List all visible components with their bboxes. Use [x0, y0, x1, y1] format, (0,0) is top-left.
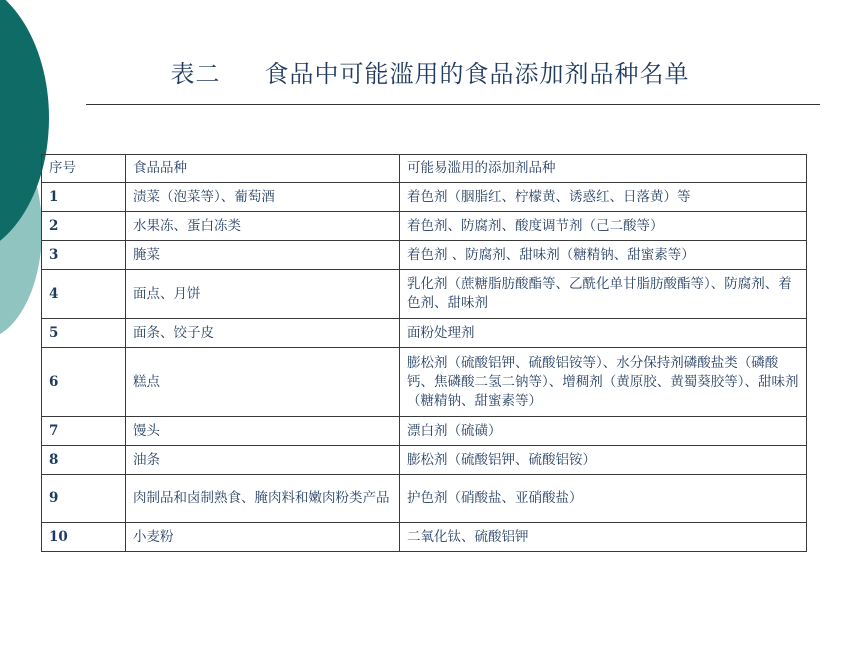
cell-food: 肉制品和卤制熟食、腌肉料和嫩肉粉类产品 [126, 475, 400, 523]
table-row [42, 475, 807, 523]
table-row [42, 417, 807, 446]
table-row [42, 319, 807, 348]
cell-food: 馒头 [126, 417, 400, 446]
cell-additive: 膨松剂（硫酸铝钾、硫酸铝铵等）、水分保持剂磷酸盐类（磷酸钙、焦磷酸二氢二钠等）、增稠剂（黄原胶、黄蜀葵胶等）、甜味剂（糖精钠、甜蜜素等） [400, 348, 807, 417]
cell-food: 腌菜 [126, 241, 400, 270]
cell-no: 7 [42, 417, 126, 446]
cell-food: 油条 [126, 446, 400, 475]
page-title [0, 54, 860, 89]
table-row [42, 348, 807, 417]
cell-additive: 着色剂、防腐剂、酸度调节剂（己二酸等） [400, 212, 807, 241]
cell-additive: 着色剂（胭脂红、柠檬黄、诱惑红、日落黄）等 [400, 183, 807, 212]
cell-no: 5 [42, 319, 126, 348]
cell-no: 3 [42, 241, 126, 270]
cell-food: 面条、饺子皮 [126, 319, 400, 348]
table-row [42, 212, 807, 241]
cell-food: 糕点 [126, 348, 400, 417]
header-cell-food: 食品品种 [126, 155, 400, 183]
title-text: 食品中可能滥用的食品添加剂品种名单 [264, 60, 690, 88]
cell-no: 1 [42, 183, 126, 212]
cell-additive: 漂白剂（硫磺） [400, 417, 807, 446]
cell-additive: 膨松剂（硫酸铝钾、硫酸铝铵） [400, 446, 807, 475]
table-row [42, 241, 807, 270]
cell-food: 小麦粉 [126, 523, 400, 552]
header-cell-additive: 可能易滥用的添加剂品种 [400, 155, 807, 183]
cell-additive: 二氧化钛、硫酸铝钾 [400, 523, 807, 552]
cell-additive: 乳化剂（蔗糖脂肪酸酯等、乙酰化单甘脂肪酸酯等）、防腐剂、着色剂、甜味剂 [400, 270, 807, 319]
cell-no: 4 [42, 270, 126, 319]
cell-additive: 着色剂 、防腐剂、甜味剂（糖精钠、甜蜜素等） [400, 241, 807, 270]
cell-no: 9 [42, 475, 126, 523]
table-row [42, 270, 807, 319]
header-cell-no: 序号 [42, 155, 126, 183]
cell-no: 8 [42, 446, 126, 475]
cell-food: 渍菜（泡菜等）、葡萄酒 [126, 183, 400, 212]
cell-no: 6 [42, 348, 126, 417]
cell-no: 10 [42, 523, 126, 552]
table-header-row [42, 155, 807, 183]
title-divider [86, 104, 820, 105]
cell-food: 面点、月饼 [126, 270, 400, 319]
cell-additive: 护色剂（硝酸盐、亚硝酸盐） [400, 475, 807, 523]
cell-additive: 面粉处理剂 [400, 319, 807, 348]
table-row [42, 523, 807, 552]
additives-table [41, 154, 807, 552]
table-row [42, 446, 807, 475]
table-row [42, 183, 807, 212]
cell-no: 2 [42, 212, 126, 241]
cell-food: 水果冻、蛋白冻类 [126, 212, 400, 241]
title-label: 表二 [170, 60, 221, 88]
